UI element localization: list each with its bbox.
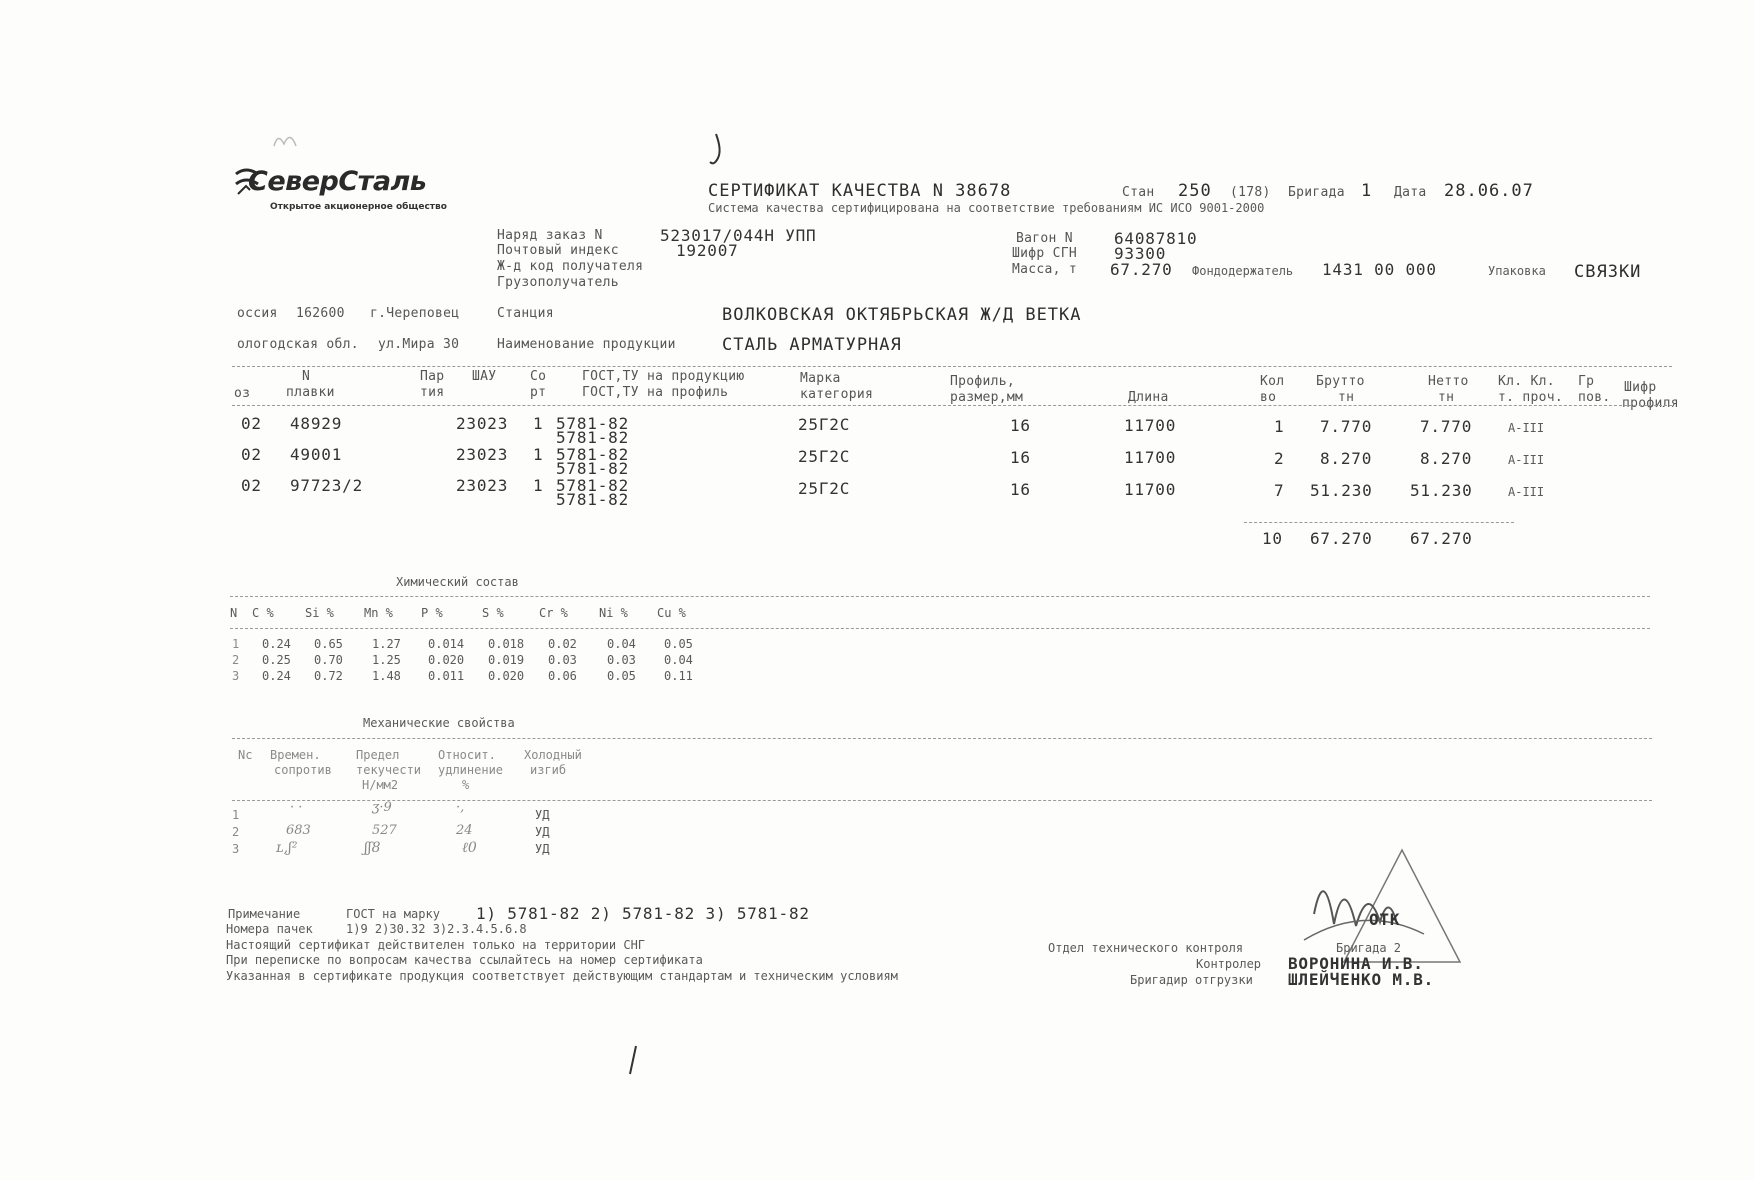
logo-text: СеверСталь	[248, 166, 427, 197]
stan-label: Стан	[1122, 185, 1155, 200]
col-length: Длина	[1128, 390, 1169, 405]
chemistry-header-line	[230, 628, 1650, 629]
bundles-label: Номера пачек	[226, 922, 313, 936]
stamp-text: ОТК	[1369, 910, 1401, 929]
chem-cell: 0.72	[314, 669, 343, 683]
otk-label: Отдел технического контроля	[1048, 941, 1244, 955]
total-net: 67.270	[1410, 529, 1473, 548]
note-line-2: При переписке по вопросам качества ссылайтесь на номер сертификата	[226, 953, 703, 967]
logo-subtitle: Открытое акционерное общество	[270, 202, 447, 212]
fund-value: 1431 00 000	[1322, 260, 1437, 279]
col-gr-top: Гр	[1578, 374, 1595, 389]
chem-cell: 1.27	[372, 637, 401, 651]
mechanics-title: Механические свойства	[363, 716, 515, 730]
chem-cell: 2	[232, 653, 240, 667]
cell-oz: 02	[241, 476, 262, 495]
chem-h-c: C %	[252, 606, 274, 620]
mechanics-header-line	[232, 800, 1652, 801]
chem-cell: 0.04	[664, 653, 693, 667]
mech-cell: 527	[372, 823, 397, 838]
cell-profile: 16	[1010, 480, 1031, 499]
col-code-top: Шифр	[1624, 380, 1657, 395]
certificate-title: СЕРТИФИКАТ КАЧЕСТВА N 38678	[708, 181, 1012, 201]
brigade-label: Бригада 2	[1336, 941, 1402, 955]
col-shau: ШАУ	[472, 369, 497, 384]
mech-cell: 3	[232, 842, 240, 856]
cell-party: 23023	[456, 476, 509, 495]
mech-cell: УД	[535, 842, 550, 856]
chem-h-mn: Mn %	[364, 606, 393, 620]
chem-h-p: P %	[421, 606, 443, 620]
station-value: ВОЛКОВСКАЯ ОКТЯБРЬСКАЯ Ж/Д ВЕТКА	[722, 305, 1082, 325]
totals-line	[1244, 522, 1514, 523]
cell-oz: 02	[241, 414, 262, 433]
chem-h-n: N	[230, 606, 238, 620]
chem-cell: 0.03	[607, 653, 636, 667]
chem-cell: 0.05	[607, 669, 636, 683]
mech-cell: 24	[456, 823, 473, 838]
cell-length: 11700	[1124, 448, 1177, 467]
chem-cell: 0.24	[262, 669, 291, 683]
pack-label: Упаковка	[1488, 264, 1546, 278]
total-qty: 10	[1262, 529, 1283, 548]
cell-length: 11700	[1124, 480, 1177, 499]
cell-gost-product: 5781-82	[556, 445, 630, 464]
cell-net: 51.230	[1410, 481, 1473, 500]
brigada-label: Бригада	[1288, 185, 1345, 200]
scan-mark-icon	[270, 126, 300, 156]
col-heat-bot: плавки	[286, 385, 335, 400]
col-sort-bot: рт	[530, 385, 547, 400]
zip: 162600	[296, 306, 345, 321]
mech-handwritten: ʟ,ʃ²	[276, 840, 298, 856]
col-gost-top: ГОСТ,ТУ на продукцию	[582, 369, 745, 384]
remark-values: 1) 5781-82 2) 5781-82 3) 5781-82	[476, 904, 810, 923]
chem-cell: 3	[232, 669, 240, 683]
date-label: Дата	[1394, 185, 1427, 200]
brigada-value: 1	[1361, 181, 1373, 201]
mech-h-unit: Н/мм2	[362, 778, 399, 792]
col-gr-bot: пов.	[1578, 390, 1611, 405]
mech-cell: 683	[286, 823, 311, 838]
consignee-label: Грузополучатель	[497, 275, 619, 290]
cell-grade: 25Г2С	[798, 415, 851, 434]
chem-cell: 0.02	[548, 637, 577, 651]
date-value: 28.06.07	[1444, 181, 1534, 201]
chem-cell: 1.48	[372, 669, 401, 683]
cell-gost-product: 5781-82	[556, 414, 630, 433]
chem-cell: 0.05	[664, 637, 693, 651]
chem-cell: 0.65	[314, 637, 343, 651]
mech-h-percent: %	[462, 778, 470, 792]
mech-h-tensile-2: сопротив	[274, 763, 332, 777]
cell-net: 7.770	[1420, 417, 1473, 436]
chem-cell: 0.24	[262, 637, 291, 651]
chem-cell: 0.020	[488, 669, 525, 683]
col-net-bot: тн	[1438, 390, 1455, 405]
cell-party: 23023	[456, 414, 509, 433]
col-gost-bot: ГОСТ,ТУ на профиль	[582, 385, 729, 400]
postal-label: Почтовый индекс	[497, 243, 619, 258]
mech-handwritten: · ·	[290, 800, 303, 815]
chem-cell: 0.020	[428, 653, 465, 667]
mech-h-elong: Относит.	[438, 748, 496, 762]
chem-cell: 0.011	[428, 669, 465, 683]
cell-heat: 48929	[290, 414, 343, 433]
col-class-top: Кл. Кл.	[1498, 374, 1555, 389]
chem-h-ni: Ni %	[599, 606, 628, 620]
station-label: Станция	[497, 306, 554, 321]
chemistry-title: Химический состав	[396, 575, 519, 589]
controller-name: ВОРОНИНА И.В.	[1288, 954, 1424, 973]
scan-mark-icon	[708, 132, 728, 172]
wagon-value: 64087810	[1114, 229, 1198, 248]
chem-h-cu: Cu %	[657, 606, 686, 620]
wagon-label: Вагон N	[1016, 231, 1073, 246]
quality-system-note: Система качества сертифицирована на соответствие требованиям ИС ИСО 9001-2000	[708, 201, 1265, 215]
cell-qty: 2	[1274, 449, 1285, 468]
cell-party: 23023	[456, 445, 509, 464]
col-grade-bot: категория	[800, 387, 874, 402]
foreman-name: ШЛЕЙЧЕНКО М.В.	[1288, 970, 1435, 989]
chem-cell: 1.25	[372, 653, 401, 667]
cell-oz: 02	[241, 445, 262, 464]
order-label: Наряд заказ N	[497, 228, 603, 243]
chem-cell: 0.11	[664, 669, 693, 683]
mech-h-bend-2: изгиб	[530, 763, 567, 777]
mech-h-bend: Холодный	[524, 748, 582, 762]
country: оссия	[237, 306, 278, 321]
col-qty-top: Кол	[1260, 374, 1285, 389]
col-party-top: Пар	[420, 369, 445, 384]
table-top-line	[232, 366, 1672, 367]
chem-cell: 0.018	[488, 637, 525, 651]
col-profile-bot: размер,мм	[950, 390, 1024, 405]
table-header-line	[232, 405, 1672, 406]
chem-cell: 0.70	[314, 653, 343, 667]
cell-class: A-III	[1508, 485, 1545, 499]
chem-h-cr: Cr %	[539, 606, 568, 620]
remark-text: ГОСТ на марку	[346, 907, 440, 921]
col-party-bot: тия	[420, 385, 445, 400]
cell-sort: 1	[533, 445, 544, 464]
mech-h-yield: Предел	[356, 748, 400, 762]
col-net-top: Нетто	[1428, 374, 1469, 389]
total-gross: 67.270	[1310, 529, 1373, 548]
chem-cell: 0.019	[488, 653, 525, 667]
cell-heat: 97723/2	[290, 476, 364, 495]
cell-grade: 25Г2С	[798, 479, 851, 498]
mech-h-n: Nс	[238, 748, 253, 762]
sgn-label: Шифр СГН	[1012, 246, 1078, 261]
cell-qty: 1	[1274, 417, 1285, 436]
postal-value: 192007	[676, 241, 739, 260]
mech-cell: УД	[535, 825, 550, 839]
chem-h-s: S %	[482, 606, 504, 620]
cell-net: 8.270	[1420, 449, 1473, 468]
cell-gost-profile: 5781-82	[556, 490, 630, 509]
cell-gost-profile: 5781-82	[556, 459, 630, 478]
mech-h-tensile: Времен.	[270, 748, 321, 762]
chem-cell: 0.25	[262, 653, 291, 667]
mech-handwritten: ℓ0	[462, 840, 477, 856]
col-code-bot: профиля	[1622, 396, 1679, 411]
cell-sort: 1	[533, 476, 544, 495]
order-value: 523017/044H УПП	[660, 226, 817, 245]
city: г.Череповец	[370, 306, 460, 321]
note-line-3: Указанная в сертификате продукция соответствует действующим стандартам и техническим условиям	[226, 969, 898, 983]
stan-extra: (178)	[1230, 185, 1271, 200]
region: ологодская обл.	[237, 337, 359, 352]
cell-grade: 25Г2С	[798, 447, 851, 466]
chem-cell: 1	[232, 637, 240, 651]
mech-handwritten: ·,	[456, 800, 465, 815]
street: ул.Мира 30	[378, 337, 460, 352]
remark-label: Примечание	[228, 907, 301, 921]
col-sort-top: Со	[530, 369, 547, 384]
col-oz: оз	[234, 386, 251, 401]
mass-label: Масса, т	[1012, 262, 1078, 277]
cell-gross: 51.230	[1310, 481, 1373, 500]
product-value: СТАЛЬ АРМАТУРНАЯ	[722, 335, 902, 355]
chem-cell: 0.014	[428, 637, 465, 651]
fund-label: Фондодержатель	[1192, 264, 1294, 278]
note-line-1: Настоящий сертификат действителен только на территории СНГ	[226, 938, 646, 952]
col-grade-top: Марка	[800, 371, 841, 386]
col-heat-top: N	[302, 369, 311, 384]
mech-handwritten: ʃʃ8	[364, 840, 381, 856]
col-gross-top: Брутто	[1316, 374, 1365, 389]
mechanics-top-line	[232, 738, 1652, 739]
cell-class: A-III	[1508, 453, 1545, 467]
mass-value: 67.270	[1110, 260, 1173, 279]
cell-sort: 1	[533, 414, 544, 433]
chem-cell: 0.03	[548, 653, 577, 667]
cell-gross: 7.770	[1320, 417, 1373, 436]
cell-heat: 49001	[290, 445, 343, 464]
foreman-label: Бригадир отгрузки	[1130, 973, 1253, 987]
rail-code-label: Ж-д код получателя	[497, 259, 644, 274]
controller-label: Контролер	[1196, 957, 1262, 971]
cell-gost-product: 5781-82	[556, 476, 630, 495]
mech-h-yield-2: текучести	[356, 763, 422, 777]
cell-length: 11700	[1124, 416, 1177, 435]
cell-profile: 16	[1010, 416, 1031, 435]
col-qty-bot: во	[1260, 390, 1277, 405]
cell-class: A-III	[1508, 421, 1545, 435]
chem-cell: 0.04	[607, 637, 636, 651]
sgn-value: 93300	[1114, 244, 1167, 263]
col-class-bot: т. проч.	[1498, 390, 1564, 405]
col-profile-top: Профиль,	[950, 374, 1016, 389]
cell-gross: 8.270	[1320, 449, 1373, 468]
product-label: Наименование продукции	[497, 337, 676, 352]
mech-h-elong-2: удлинение	[438, 763, 504, 777]
mech-cell: 1	[232, 808, 240, 822]
pack-value: СВЯЗКИ	[1574, 262, 1642, 282]
cell-qty: 7	[1274, 481, 1285, 500]
cell-profile: 16	[1010, 448, 1031, 467]
bundles-values: 1)9 2)30.32 3)2.3.4.5.6.8	[346, 922, 527, 936]
chem-h-si: Si %	[305, 606, 334, 620]
scan-mark-icon	[622, 1044, 642, 1084]
stan-value: 250	[1178, 181, 1212, 201]
cell-gost-profile: 5781-82	[556, 428, 630, 447]
mech-handwritten: ʒ·9	[372, 800, 392, 815]
col-gross-bot: тн	[1338, 390, 1355, 405]
chem-cell: 0.06	[548, 669, 577, 683]
mech-cell: 2	[232, 825, 240, 839]
chemistry-top-line	[230, 596, 1650, 597]
mech-cell: УД	[535, 808, 550, 822]
